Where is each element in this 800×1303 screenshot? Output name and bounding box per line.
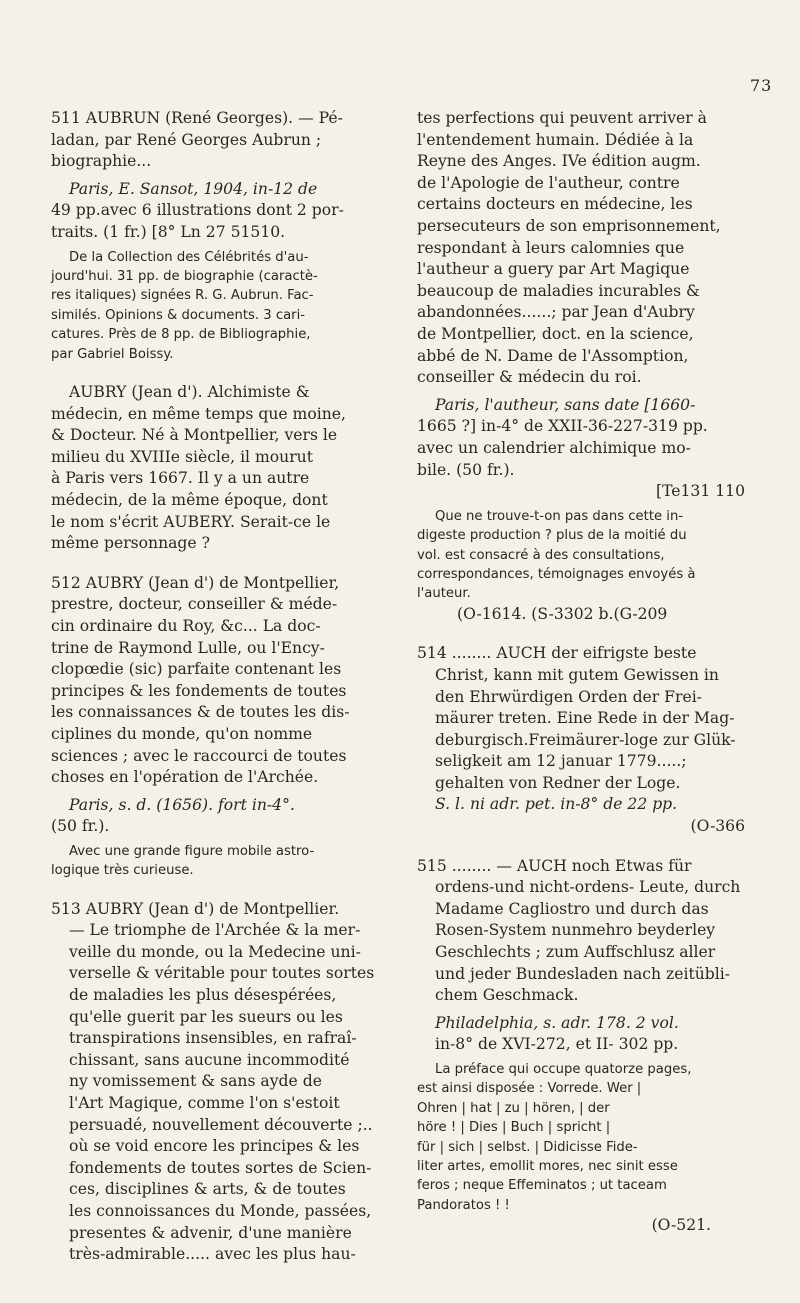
text-line: trine de Raymond Lulle, ou l'Ency- [51, 638, 325, 657]
entry-513-publication [417, 395, 751, 503]
entry-511-title [51, 108, 352, 173]
text-line: 511 AUBRUN (René Georges). — Pé- [51, 109, 343, 127]
entry-513 [51, 899, 375, 1266]
text-line: avec un calendrier alchimique mo- [417, 438, 691, 457]
left-column [51, 108, 375, 1284]
right-column [417, 108, 751, 1255]
text-line: und jeder Bundesladen nach zeitübli- [435, 964, 731, 983]
shelfmark: [Te131 110 [656, 482, 745, 501]
text-line: chissant, sans aucune incommodité [69, 1050, 350, 1069]
text-line: ciplines du monde, qu'on nomme [51, 724, 313, 743]
page-number: 73 [750, 76, 773, 95]
text-line: Christ, kann mit gutem Gewissen in [435, 665, 719, 684]
text-line: abandonnées......; par Jean d'Aubry [417, 303, 695, 322]
text-line: 513 AUBRY (Jean d') de Montpellier. [51, 899, 340, 918]
entry-513-ref [417, 604, 751, 626]
text-line: ny vomissement & sans ayde de [69, 1072, 322, 1091]
entry-513-continued-text [417, 108, 751, 389]
text-line: Paris, s. d. (1656). fort in-4°. [69, 795, 295, 814]
text-line: mäurer treten. Eine Rede in der Mag- [435, 709, 735, 728]
text-line: Geschlechts ; zum Auffschlusz aller [435, 943, 716, 962]
entry-515 [417, 856, 751, 1237]
text-line: de Montpellier, doct. en la science, [417, 324, 694, 343]
text-line: & Docteur. Né à Montpellier, vers le [51, 426, 338, 445]
text-line: de l'Apologie de l'autheur, contre [417, 173, 680, 192]
text-line: prestre, docteur, conseiller & méde- [51, 595, 338, 614]
text-line: Madame Cagliostro und durch das [435, 899, 709, 918]
text-line: seligkeit am 12 januar 1779.....; [435, 752, 687, 771]
text-line: respondant à leurs calomnies que [417, 238, 685, 257]
text-line: de maladies les plus désespérées, [69, 986, 337, 1005]
entry-513-continued [417, 108, 751, 625]
text-line: ces, disciplines & arts, & de toutes [69, 1180, 346, 1199]
text-line: l'Art Magique, comme l'on s'estoit [69, 1094, 340, 1113]
text-line: les connaissances & de toutes les dis- [51, 703, 350, 722]
text-line: correspondances, témoignages envoyés à [417, 566, 696, 582]
text-line: certains docteurs en médecine, les [417, 195, 693, 214]
text-line: cin ordinaire du Roy, &c... La doc- [51, 616, 321, 635]
text-line: deburgisch.Freimäurer-loge zur Glük- [435, 730, 736, 749]
text-line: res italiques) signées R. G. Aubrun. Fac- [51, 288, 314, 304]
text-line: in-8° de XVI-272, et II- 302 pp. [435, 1035, 679, 1054]
text-line: De la Collection des Célébrités d'au- [69, 249, 309, 265]
text-line: les connoissances du Monde, passées, [69, 1202, 372, 1220]
catalog-reference: (O-521. [651, 1216, 711, 1235]
text-line: transpirations insensibles, en rafraî- [69, 1029, 357, 1048]
text-line: vol. est consacré à des consultations, [417, 547, 665, 563]
text-line: par Gabriel Boissy. [51, 346, 174, 362]
text-line: principes & les fondements de toutes [51, 681, 347, 700]
text-line: höre ! | Dies | Buch | spricht | [417, 1120, 611, 1136]
text-line: Avec une grande figure mobile astro- [69, 843, 315, 859]
entry-513-title [51, 899, 375, 1266]
catalog-reference: (O-366 [690, 817, 745, 836]
text-line: Paris, l'autheur, sans date [1660- [435, 395, 696, 414]
text-line: persecuteurs de son emprisonnement, [417, 216, 721, 235]
text-line: — Le triomphe de l'Archée & la mer- [69, 921, 361, 940]
text-line: den Ehrwürdigen Orden der Frei- [435, 687, 702, 706]
text-line: l'autheur a guery par Art Magique [417, 260, 690, 279]
entry-aubry-biography [51, 382, 352, 555]
text-line: traits. (1 fr.) [8° Ln 27 51510. [51, 222, 286, 241]
text-line: tes perfections qui peuvent arriver à [417, 109, 707, 127]
text-line: Que ne trouve-t-on pas dans cette in- [435, 508, 684, 524]
text-line: bile. (50 fr.). [417, 460, 515, 479]
entry-515-text [417, 856, 751, 1007]
entry-512-publication [51, 795, 352, 838]
entry-511-note [51, 248, 352, 364]
text-line: est ainsi disposée : Vorrede. Wer | [417, 1081, 642, 1097]
text-line: médecin, de la même époque, dont [51, 490, 328, 509]
text-line: Pandoratos ! ! [417, 1197, 510, 1213]
entry-513-note [417, 507, 751, 604]
text-line: verselle & véritable pour toutes sortes [69, 964, 375, 983]
text-line: 514 ........ AUCH der eifrigste beste [417, 644, 697, 663]
text-line: 1665 ?] in-4° de XXII-36-227-319 pp. [417, 417, 708, 436]
text-line: persuadé, nouvellement découverte ;.. [69, 1115, 373, 1134]
text-line: gehalten von Redner der Loge. [435, 773, 681, 792]
text-line: conseiller & médecin du roi. [417, 368, 642, 387]
text-line: presentes & advenir, d'une manière [69, 1223, 352, 1242]
entry-514 [417, 643, 751, 837]
text-line: Philadelphia, s. adr. 178. 2 vol. [435, 1013, 679, 1032]
text-line: milieu du XVIIIe siècle, il mourut [51, 447, 313, 466]
text-line: même personnage ? [51, 534, 210, 553]
text-line: für | sich | selbst. | Didicisse Fide- [417, 1139, 638, 1155]
text-line: qu'elle guerit par les sueurs ou les [69, 1007, 343, 1026]
text-line: 512 AUBRY (Jean d') de Montpellier, [51, 573, 340, 592]
entry-512 [51, 573, 352, 881]
text-line: beaucoup de maladies incurables & [417, 281, 700, 300]
entry-512-note [51, 842, 352, 881]
text-line: logique très curieuse. [51, 863, 194, 879]
text-line: Paris, E. Sansot, 1904, in-12 de [69, 179, 318, 198]
text-line: similés. Opinions & documents. 3 cari- [51, 307, 306, 323]
text-line: clopœdie (sic) parfaite contenant les [51, 660, 342, 679]
text-line: veille du monde, ou la Medecine uni- [69, 942, 361, 961]
text-line: AUBRY (Jean d'). Alchimiste & [69, 383, 310, 401]
entry-512-title [51, 573, 352, 789]
text-line: choses en l'opération de l'Archée. [51, 768, 319, 787]
text-line: l'auteur. [417, 586, 471, 602]
entry-514-text [417, 643, 751, 837]
text-line: Reyne des Anges. IVe édition augm. [417, 152, 701, 171]
text-line: liter artes, emollit mores, nec sinit esse [417, 1159, 678, 1175]
text-line: Rosen-System nunmehro beyderley [435, 921, 716, 940]
text-line: abbé de N. Dame de l'Assomption, [417, 346, 689, 365]
text-line: jourd'hui. 31 pp. de biographie (caractè- [51, 268, 318, 284]
entry-515-publication [417, 1013, 751, 1056]
text-line: chem Geschmack. [435, 986, 579, 1005]
entry-515-note [417, 1060, 751, 1215]
text-line: médecin, en même temps que moine, [51, 404, 346, 423]
aubry-biography-text [51, 382, 352, 555]
text-line: (50 fr.). [51, 817, 110, 836]
text-line: biographie... [51, 152, 152, 171]
entry-511-publication [51, 179, 352, 244]
text-line: S. l. ni adr. pet. in-8° de 22 pp. [435, 795, 678, 814]
text-line: feros ; neque Effeminatos ; ut taceam [417, 1178, 667, 1194]
text-line: digeste production ? plus de la moitié du [417, 528, 687, 544]
text-line: fondements de toutes sortes de Scien- [69, 1158, 372, 1177]
text-line: le nom s'écrit AUBERY. Serait-ce le [51, 512, 331, 531]
text-line: catures. Près de 8 pp. de Bibliographie, [51, 327, 311, 343]
text-line: où se void encore les principes & les [69, 1137, 360, 1156]
text-line: La préface qui occupe quatorze pages, [435, 1062, 692, 1077]
text-line: ordens-und nicht-ordens- Leute, durch [435, 878, 741, 897]
text-line: l'entendement humain. Dédiée à la [417, 130, 694, 149]
text-line: ladan, par René Georges Aubrun ; [51, 130, 322, 149]
text-line: 49 pp.avec 6 illustrations dont 2 por- [51, 201, 344, 220]
catalog-reference: (O-1614. (S-3302 b.(G-209 [457, 604, 668, 623]
entry-511 [51, 108, 352, 364]
text-line: sciences ; avec le raccourci de toutes [51, 746, 347, 765]
entry-515-ref [417, 1215, 751, 1237]
text-line: à Paris vers 1667. Il y a un autre [51, 469, 310, 488]
text-line: très-admirable..... avec les plus hau- [69, 1245, 356, 1264]
text-line: Ohren | hat | zu | hören, | der [417, 1100, 610, 1116]
text-line: 515 ........ — AUCH noch Etwas für [417, 856, 692, 875]
